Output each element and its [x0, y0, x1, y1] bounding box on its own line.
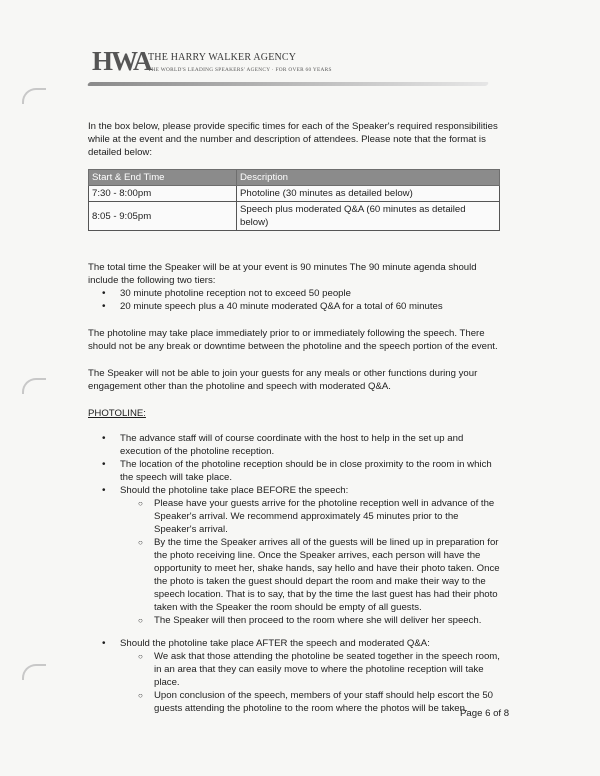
- list-item: • 30 minute photoline reception not to exceed 50 people: [88, 287, 503, 300]
- table-row: [89, 186, 500, 202]
- sub-list-item: ○ We ask that those attending the photoline be seated together in the speech room, in an area that they can easily move to where the photoline reception will take place.: [88, 650, 503, 689]
- table-header-row: [89, 170, 500, 186]
- page-number: Page 6 of 8: [460, 708, 510, 719]
- table-cell: Speech plus moderated Q&A (60 minutes as detailed below): [237, 202, 500, 231]
- column-header: Description: [237, 170, 500, 186]
- section-heading: PHOTOLINE:: [88, 408, 146, 419]
- document-body: [88, 120, 503, 715]
- sub-list-item: ○ Upon conclusion of the speech, members of your staff should help escort the 50 guests attending the photoline to the room where the photos will be taken.: [88, 689, 503, 715]
- sub-list-item: ○ The Speaker will then proceed to the room where she will deliver her speech.: [88, 614, 503, 627]
- column-header: Start & End Time: [89, 170, 237, 186]
- list-item: [88, 637, 503, 715]
- photoline-timing-paragraph: The photoline may take place immediately prior to or immediately following the speech. There should not be any break or downtime between the photoline and the speech portion of the event.: [88, 328, 498, 352]
- scan-artifact: [22, 88, 46, 104]
- list-item: • The location of the photoline reception should be in close proximity to the room in which the speech will take place.: [88, 458, 503, 484]
- letterhead: [92, 46, 512, 96]
- tier-list: [88, 287, 503, 313]
- after-sublist: [120, 650, 503, 715]
- list-item-text: Should the photoline take place AFTER the speech and moderated Q&A:: [120, 638, 430, 649]
- schedule-table: [88, 169, 500, 231]
- table-cell: 7:30 - 8:00pm: [89, 186, 237, 202]
- sub-list-item: ○ By the time the Speaker arrives all of the guests will be lined up in preparation for the photo receiving line. Once the Speaker arrives, each person will have the opportunity to meet her, shake hands, say hello and have their photo taken. Once the photo is taken the guest should depart the room and make their way to the speech location. That is to say, that by the time the last guest has had their photo taken with the Speaker the room should be empty of all guests.: [88, 536, 503, 614]
- agency-logo: HWA: [92, 46, 151, 76]
- photoline-list: [88, 432, 503, 715]
- list-item-text: Should the photoline take place BEFORE the speech:: [120, 485, 349, 496]
- total-time-paragraph: The total time the Speaker will be at your event is 90 minutes The 90 minute agenda should include the following two tiers:: [88, 262, 477, 286]
- list-item: • 20 minute speech plus a 40 minute moderated Q&A for a total of 60 minutes: [88, 300, 503, 313]
- intro-paragraph: In the box below, please provide specific times for each of the Speaker's required responsibilities while at the event and the number and description of attendees. Please note that the format is detailed below:: [88, 121, 498, 158]
- letterhead-rule: [87, 82, 489, 86]
- table-cell: Photoline (30 minutes as detailed below): [237, 186, 500, 202]
- scan-artifact: [22, 378, 46, 394]
- agency-name: THE HARRY WALKER AGENCY: [148, 52, 297, 63]
- meals-note-paragraph: The Speaker will not be able to join your guests for any meals or other functions during your engagement other than the photoline and speech with moderated Q&A.: [88, 368, 478, 392]
- table-cell: 8:05 - 9:05pm: [89, 202, 237, 231]
- before-sublist: [120, 497, 503, 627]
- list-item: • The advance staff will of course coordinate with the host to help in the set up and execution of the photoline reception.: [88, 432, 503, 458]
- agency-tagline: THE WORLD'S LEADING SPEAKERS' AGENCY · FOR OVER 60 YEARS: [148, 67, 332, 73]
- table-row: [89, 202, 500, 231]
- list-item: [88, 484, 503, 627]
- scan-artifact: [22, 664, 46, 680]
- sub-list-item: ○ Please have your guests arrive for the photoline reception well in advance of the Speaker's arrival. We recommend approximately 45 minutes prior to the Speaker's arrival.: [88, 497, 503, 536]
